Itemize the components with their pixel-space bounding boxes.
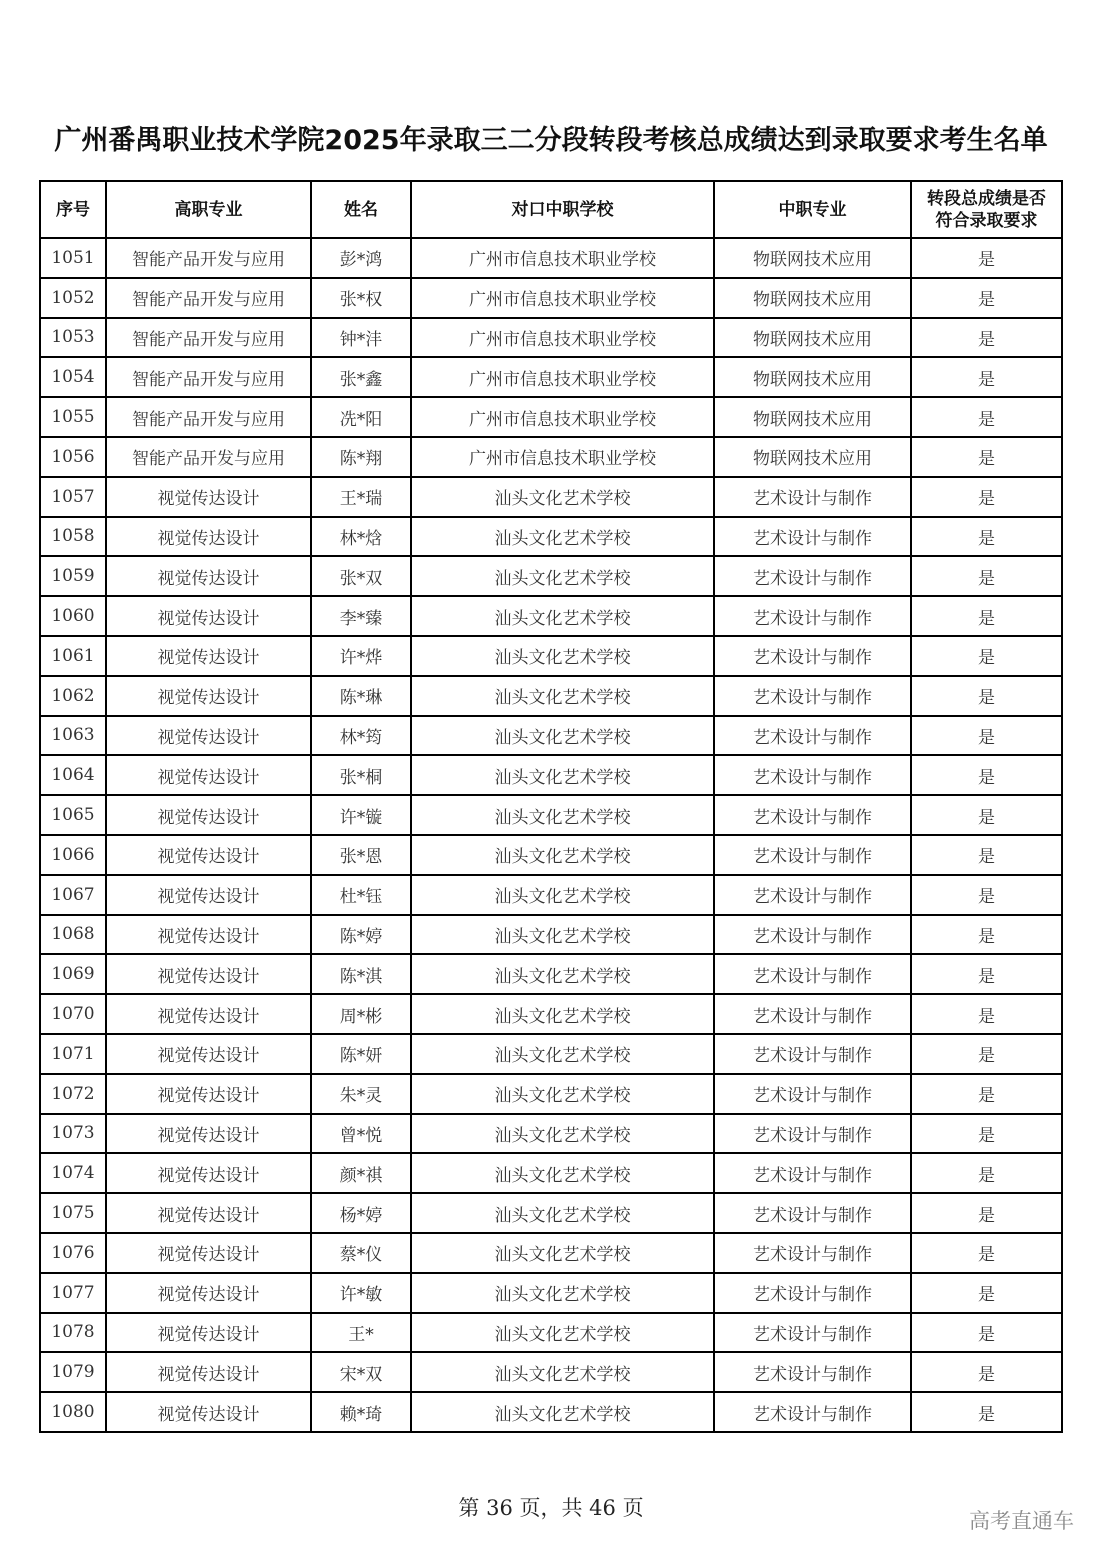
cell-secondary-school: 汕头文化艺术学校	[411, 835, 714, 875]
cell-college-major: 视觉传达设计	[106, 596, 311, 636]
cell-meets-requirement: 是	[911, 596, 1062, 636]
cell-secondary-major: 艺术设计与制作	[714, 676, 911, 716]
cell-name: 林*焓	[311, 517, 411, 557]
table-row	[40, 915, 1062, 955]
cell-college-major: 视觉传达设计	[106, 755, 311, 795]
cell-name: 周*彬	[311, 994, 411, 1034]
cell-serial-number: 1072	[40, 1074, 106, 1114]
cell-meets-requirement: 是	[911, 676, 1062, 716]
table-row	[40, 1392, 1062, 1432]
cell-name: 陈*翔	[311, 437, 411, 477]
cell-secondary-school: 汕头文化艺术学校	[411, 716, 714, 756]
cell-name: 陈*淇	[311, 954, 411, 994]
table-row	[40, 954, 1062, 994]
cell-meets-requirement: 是	[911, 755, 1062, 795]
cell-name: 颜*祺	[311, 1153, 411, 1193]
cell-college-major: 视觉传达设计	[106, 1074, 311, 1114]
cell-secondary-school: 汕头文化艺术学校	[411, 1034, 714, 1074]
cell-secondary-school: 广州市信息技术职业学校	[411, 397, 714, 437]
cell-meets-requirement: 是	[911, 397, 1062, 437]
cell-serial-number: 1078	[40, 1313, 106, 1353]
table-row	[40, 875, 1062, 915]
cell-serial-number: 1056	[40, 437, 106, 477]
cell-serial-number: 1052	[40, 278, 106, 318]
cell-meets-requirement: 是	[911, 437, 1062, 477]
header-serial-number: 序号	[40, 181, 106, 238]
table-row	[40, 1114, 1062, 1154]
table-row	[40, 1074, 1062, 1114]
cell-name: 陈*婷	[311, 915, 411, 955]
cell-college-major: 视觉传达设计	[106, 954, 311, 994]
cell-secondary-school: 汕头文化艺术学校	[411, 1114, 714, 1154]
cell-serial-number: 1054	[40, 357, 106, 397]
table-header-row	[40, 181, 1062, 238]
table-row	[40, 437, 1062, 477]
cell-name: 张*鑫	[311, 357, 411, 397]
cell-college-major: 视觉传达设计	[106, 1114, 311, 1154]
cell-secondary-major: 物联网技术应用	[714, 278, 911, 318]
cell-serial-number: 1063	[40, 716, 106, 756]
cell-meets-requirement: 是	[911, 477, 1062, 517]
table-row	[40, 596, 1062, 636]
watermark: 高考直通车	[969, 1509, 1074, 1533]
table-row	[40, 357, 1062, 397]
cell-name: 张*权	[311, 278, 411, 318]
cell-name: 张*双	[311, 556, 411, 596]
cell-college-major: 视觉传达设计	[106, 1313, 311, 1353]
cell-secondary-major: 艺术设计与制作	[714, 915, 911, 955]
table-row	[40, 636, 1062, 676]
cell-secondary-major: 艺术设计与制作	[714, 795, 911, 835]
cell-meets-requirement: 是	[911, 318, 1062, 358]
table-row	[40, 556, 1062, 596]
cell-secondary-school: 汕头文化艺术学校	[411, 596, 714, 636]
cell-serial-number: 1080	[40, 1392, 106, 1432]
cell-secondary-major: 艺术设计与制作	[714, 755, 911, 795]
cell-meets-requirement: 是	[911, 1114, 1062, 1154]
cell-secondary-major: 艺术设计与制作	[714, 994, 911, 1034]
cell-secondary-major: 艺术设计与制作	[714, 1233, 911, 1273]
cell-serial-number: 1059	[40, 556, 106, 596]
cell-secondary-school: 广州市信息技术职业学校	[411, 238, 714, 278]
page-number: 第 36 页，共 46 页	[458, 1496, 644, 1520]
cell-meets-requirement: 是	[911, 1352, 1062, 1392]
cell-meets-requirement: 是	[911, 875, 1062, 915]
cell-college-major: 视觉传达设计	[106, 1153, 311, 1193]
cell-meets-requirement: 是	[911, 994, 1062, 1034]
cell-secondary-school: 汕头文化艺术学校	[411, 1153, 714, 1193]
cell-secondary-major: 艺术设计与制作	[714, 954, 911, 994]
cell-serial-number: 1061	[40, 636, 106, 676]
cell-secondary-school: 汕头文化艺术学校	[411, 556, 714, 596]
cell-college-major: 视觉传达设计	[106, 517, 311, 557]
cell-serial-number: 1073	[40, 1114, 106, 1154]
header-name: 姓名	[311, 181, 411, 238]
cell-name: 杜*钰	[311, 875, 411, 915]
cell-serial-number: 1057	[40, 477, 106, 517]
cell-serial-number: 1068	[40, 915, 106, 955]
cell-secondary-major: 艺术设计与制作	[714, 1114, 911, 1154]
cell-secondary-major: 艺术设计与制作	[714, 477, 911, 517]
table-row	[40, 1153, 1062, 1193]
cell-secondary-major: 艺术设计与制作	[714, 1392, 911, 1432]
cell-name: 林*筠	[311, 716, 411, 756]
cell-college-major: 视觉传达设计	[106, 1273, 311, 1313]
table-row	[40, 1352, 1062, 1392]
cell-serial-number: 1071	[40, 1034, 106, 1074]
cell-name: 彭*鸿	[311, 238, 411, 278]
cell-serial-number: 1062	[40, 676, 106, 716]
cell-meets-requirement: 是	[911, 1034, 1062, 1074]
cell-secondary-school: 汕头文化艺术学校	[411, 1352, 714, 1392]
cell-college-major: 智能产品开发与应用	[106, 278, 311, 318]
table-row	[40, 1193, 1062, 1233]
cell-college-major: 视觉传达设计	[106, 915, 311, 955]
cell-college-major: 视觉传达设计	[106, 875, 311, 915]
cell-name: 杨*婷	[311, 1193, 411, 1233]
cell-serial-number: 1055	[40, 397, 106, 437]
cell-name: 王*瑞	[311, 477, 411, 517]
table-row	[40, 477, 1062, 517]
cell-college-major: 视觉传达设计	[106, 1392, 311, 1432]
cell-secondary-major: 艺术设计与制作	[714, 517, 911, 557]
cell-secondary-school: 汕头文化艺术学校	[411, 517, 714, 557]
cell-meets-requirement: 是	[911, 517, 1062, 557]
cell-serial-number: 1079	[40, 1352, 106, 1392]
cell-college-major: 智能产品开发与应用	[106, 357, 311, 397]
cell-name: 陈*妍	[311, 1034, 411, 1074]
table-row	[40, 1313, 1062, 1353]
table-row	[40, 397, 1062, 437]
cell-meets-requirement: 是	[911, 1074, 1062, 1114]
cell-name: 陈*琳	[311, 676, 411, 716]
cell-serial-number: 1058	[40, 517, 106, 557]
table-row	[40, 795, 1062, 835]
cell-name: 宋*双	[311, 1352, 411, 1392]
cell-meets-requirement: 是	[911, 636, 1062, 676]
table-row	[40, 517, 1062, 557]
cell-secondary-school: 广州市信息技术职业学校	[411, 437, 714, 477]
cell-secondary-school: 汕头文化艺术学校	[411, 636, 714, 676]
cell-college-major: 视觉传达设计	[106, 1034, 311, 1074]
cell-name: 许*镟	[311, 795, 411, 835]
table-row	[40, 835, 1062, 875]
cell-name: 曾*悦	[311, 1114, 411, 1154]
cell-meets-requirement: 是	[911, 1153, 1062, 1193]
header-college-major: 高职专业	[106, 181, 311, 238]
cell-secondary-major: 物联网技术应用	[714, 397, 911, 437]
cell-serial-number: 1077	[40, 1273, 106, 1313]
cell-meets-requirement: 是	[911, 1273, 1062, 1313]
cell-college-major: 视觉传达设计	[106, 477, 311, 517]
cell-secondary-major: 艺术设计与制作	[714, 835, 911, 875]
cell-name: 钟*沣	[311, 318, 411, 358]
cell-name: 张*桐	[311, 755, 411, 795]
cell-secondary-school: 汕头文化艺术学校	[411, 875, 714, 915]
cell-serial-number: 1051	[40, 238, 106, 278]
cell-meets-requirement: 是	[911, 1313, 1062, 1353]
table-row	[40, 755, 1062, 795]
cell-meets-requirement: 是	[911, 357, 1062, 397]
cell-college-major: 视觉传达设计	[106, 716, 311, 756]
cell-meets-requirement: 是	[911, 954, 1062, 994]
cell-secondary-major: 艺术设计与制作	[714, 875, 911, 915]
cell-name: 许*敏	[311, 1273, 411, 1313]
cell-secondary-school: 汕头文化艺术学校	[411, 1273, 714, 1313]
cell-serial-number: 1053	[40, 318, 106, 358]
cell-serial-number: 1070	[40, 994, 106, 1034]
cell-serial-number: 1064	[40, 755, 106, 795]
cell-name: 赖*琦	[311, 1392, 411, 1432]
cell-secondary-major: 艺术设计与制作	[714, 596, 911, 636]
cell-secondary-school: 汕头文化艺术学校	[411, 477, 714, 517]
cell-secondary-major: 物联网技术应用	[714, 437, 911, 477]
cell-meets-requirement: 是	[911, 238, 1062, 278]
cell-name: 冼*阳	[311, 397, 411, 437]
cell-college-major: 视觉传达设计	[106, 676, 311, 716]
header-secondary-major: 中职专业	[714, 181, 911, 238]
cell-name: 张*恩	[311, 835, 411, 875]
cell-secondary-school: 汕头文化艺术学校	[411, 676, 714, 716]
table-row	[40, 994, 1062, 1034]
cell-name: 蔡*仪	[311, 1233, 411, 1273]
cell-college-major: 智能产品开发与应用	[106, 437, 311, 477]
cell-name: 许*烨	[311, 636, 411, 676]
header-meets-requirement: 转段总成绩是否符合录取要求	[911, 181, 1062, 238]
table-body	[40, 238, 1062, 1432]
cell-secondary-school: 汕头文化艺术学校	[411, 1392, 714, 1432]
cell-serial-number: 1069	[40, 954, 106, 994]
cell-secondary-school: 汕头文化艺术学校	[411, 795, 714, 835]
cell-meets-requirement: 是	[911, 278, 1062, 318]
cell-college-major: 智能产品开发与应用	[106, 397, 311, 437]
cell-serial-number: 1076	[40, 1233, 106, 1273]
header-secondary-school: 对口中职学校	[411, 181, 714, 238]
cell-secondary-school: 汕头文化艺术学校	[411, 1074, 714, 1114]
cell-serial-number: 1075	[40, 1193, 106, 1233]
cell-college-major: 视觉传达设计	[106, 795, 311, 835]
cell-college-major: 视觉传达设计	[106, 835, 311, 875]
cell-meets-requirement: 是	[911, 1233, 1062, 1273]
cell-meets-requirement: 是	[911, 915, 1062, 955]
cell-meets-requirement: 是	[911, 1392, 1062, 1432]
table-row	[40, 1034, 1062, 1074]
cell-secondary-school: 汕头文化艺术学校	[411, 1313, 714, 1353]
cell-secondary-major: 艺术设计与制作	[714, 1074, 911, 1114]
cell-college-major: 视觉传达设计	[106, 556, 311, 596]
cell-meets-requirement: 是	[911, 795, 1062, 835]
cell-secondary-school: 广州市信息技术职业学校	[411, 278, 714, 318]
cell-name: 王*	[311, 1313, 411, 1353]
cell-serial-number: 1067	[40, 875, 106, 915]
cell-meets-requirement: 是	[911, 1193, 1062, 1233]
cell-serial-number: 1074	[40, 1153, 106, 1193]
cell-secondary-major: 物联网技术应用	[714, 238, 911, 278]
cell-meets-requirement: 是	[911, 835, 1062, 875]
cell-college-major: 视觉传达设计	[106, 1352, 311, 1392]
table-row	[40, 1233, 1062, 1273]
cell-secondary-school: 汕头文化艺术学校	[411, 994, 714, 1034]
cell-secondary-major: 艺术设计与制作	[714, 636, 911, 676]
cell-meets-requirement: 是	[911, 556, 1062, 596]
cell-secondary-school: 广州市信息技术职业学校	[411, 357, 714, 397]
table-row	[40, 318, 1062, 358]
cell-college-major: 视觉传达设计	[106, 994, 311, 1034]
cell-secondary-major: 艺术设计与制作	[714, 1313, 911, 1353]
cell-college-major: 智能产品开发与应用	[106, 318, 311, 358]
cell-name: 朱*灵	[311, 1074, 411, 1114]
cell-college-major: 视觉传达设计	[106, 1193, 311, 1233]
cell-secondary-major: 艺术设计与制作	[714, 1034, 911, 1074]
cell-secondary-school: 汕头文化艺术学校	[411, 1233, 714, 1273]
admission-list-table	[39, 180, 1063, 1433]
table-row	[40, 278, 1062, 318]
cell-secondary-major: 艺术设计与制作	[714, 1153, 911, 1193]
cell-secondary-school: 汕头文化艺术学校	[411, 915, 714, 955]
cell-secondary-major: 艺术设计与制作	[714, 1193, 911, 1233]
cell-serial-number: 1065	[40, 795, 106, 835]
table-row	[40, 716, 1062, 756]
cell-serial-number: 1066	[40, 835, 106, 875]
cell-secondary-major: 物联网技术应用	[714, 357, 911, 397]
cell-meets-requirement: 是	[911, 716, 1062, 756]
table-row	[40, 1273, 1062, 1313]
cell-secondary-major: 艺术设计与制作	[714, 556, 911, 596]
cell-secondary-major: 物联网技术应用	[714, 318, 911, 358]
document-title: 广州番禺职业技术学院2025年录取三二分段转段考核总成绩达到录取要求考生名单	[54, 125, 1048, 156]
cell-college-major: 视觉传达设计	[106, 1233, 311, 1273]
cell-secondary-major: 艺术设计与制作	[714, 1352, 911, 1392]
table-row	[40, 676, 1062, 716]
cell-secondary-school: 汕头文化艺术学校	[411, 954, 714, 994]
cell-secondary-school: 广州市信息技术职业学校	[411, 318, 714, 358]
cell-name: 李*臻	[311, 596, 411, 636]
table-row	[40, 238, 1062, 278]
cell-college-major: 智能产品开发与应用	[106, 238, 311, 278]
cell-serial-number: 1060	[40, 596, 106, 636]
cell-secondary-major: 艺术设计与制作	[714, 1273, 911, 1313]
cell-secondary-school: 汕头文化艺术学校	[411, 1193, 714, 1233]
cell-college-major: 视觉传达设计	[106, 636, 311, 676]
cell-secondary-school: 汕头文化艺术学校	[411, 755, 714, 795]
cell-secondary-major: 艺术设计与制作	[714, 716, 911, 756]
